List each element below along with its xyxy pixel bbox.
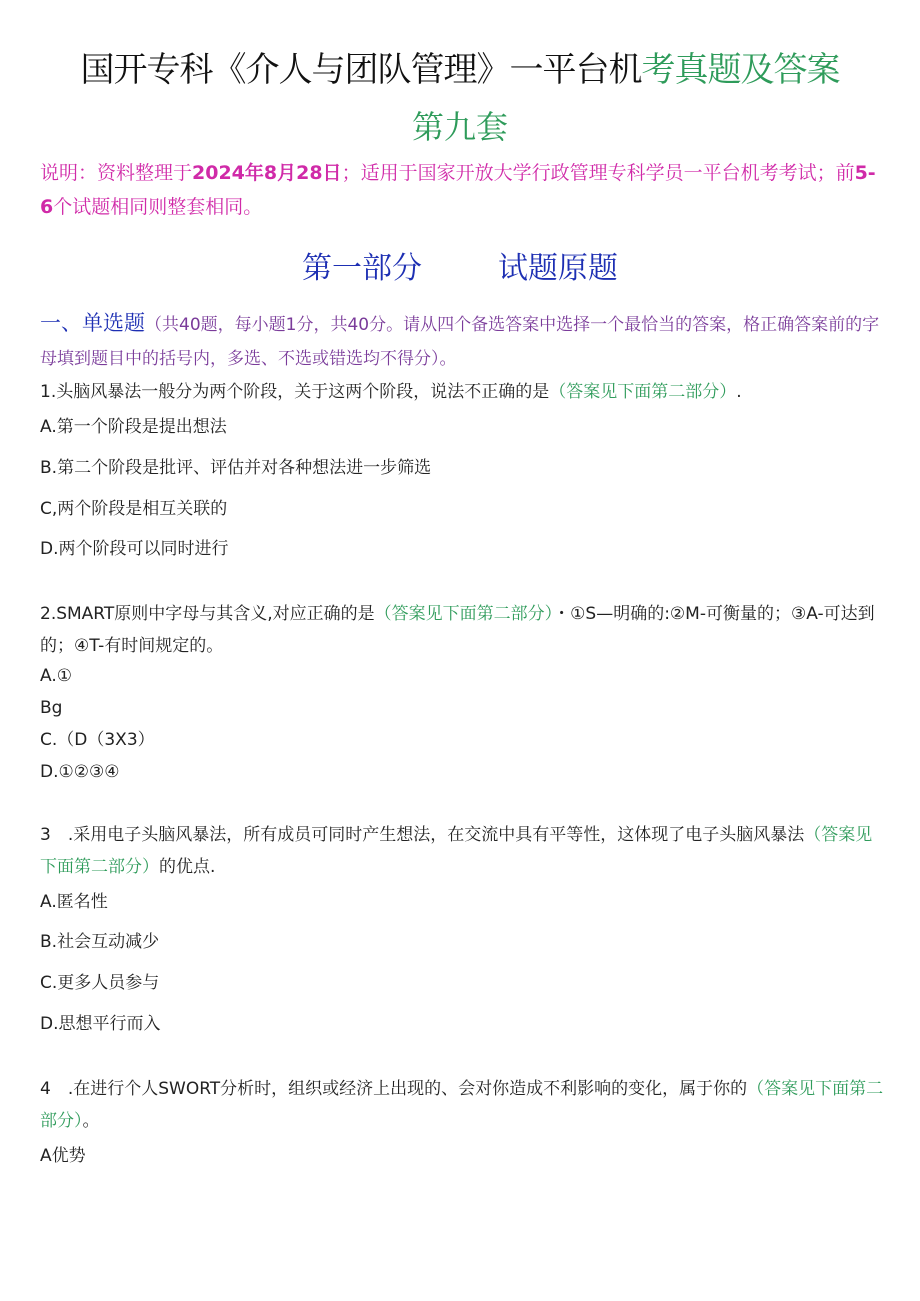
question-1-option-d: D.两个阶段可以同时进行 <box>40 539 229 559</box>
question-4-option-a: A优势 <box>40 1146 86 1166</box>
question-stem-1: 1.头脑风暴法一般分为两个阶段，关于这两个阶段，说法不正确的是（答案见下面第二部分）. <box>40 382 742 402</box>
note-middle: ；适用于国家开放大学行政管理专科学员一平台机考考试；前 <box>341 162 855 184</box>
question-2-option-b: Bg <box>40 698 63 718</box>
note-prefix: 说明：资料整理于 <box>40 162 193 184</box>
question-1-option-b: B.第二个阶段是批评、评估并对各种想法进一步筛选 <box>40 458 432 478</box>
section-lead: 一、单选题 <box>40 311 145 335</box>
section-description: （共40题，每小题1分，共40分。请从四个备选答案中选择一个最恰当的答案，格正确答案前的字母填到题目中的括号内，多选、不选或错选均不得分）。 <box>40 315 880 369</box>
answer-hint: （答案见下面第二部分） <box>40 1079 884 1131</box>
document-subtitle: 第九套 <box>411 108 508 146</box>
question-stem-4: 4 .在进行个人SWORT分析时，组织或经济上出现的、会对你造成不利影响的变化，属于你的（答案见下面第二部分）。 <box>40 1079 884 1131</box>
question-1-option-c: C,两个阶段是相互关联的 <box>40 499 228 519</box>
title-main-text: 国开专科《介人与团队管理》一平台机 <box>80 50 642 90</box>
document-title <box>0 46 920 94</box>
question-2-option-a: A.① <box>40 666 72 686</box>
question-stem-3: 3 .采用电子头脑风暴法，所有成员可同时产生想法，在交流中具有平等性，这体现了电子头脑风暴法（答案见下面第二部分）的优点. <box>40 825 873 877</box>
part-title: 试题原题 <box>498 251 618 286</box>
question-stem-2: 2.SMART原则中字母与其含义,对应正确的是（答案见下面第二部分）・①S—明确的:②M-可衡量的；③A-可达到的；④T-有时间规定的。 <box>40 604 875 656</box>
note-date: 2024年8月28日 <box>192 162 342 184</box>
part-label: 第一部分 <box>302 251 422 286</box>
section-heading <box>40 306 885 376</box>
question-3-option-c: C.更多人员参与 <box>40 973 160 993</box>
answer-hint: （答案见下面第二部分） <box>374 604 554 624</box>
note-count: 5-6 <box>40 162 876 218</box>
question-3-option-b: B.社会互动减少 <box>40 932 160 952</box>
answer-hint: （答案见下面第二部分） <box>40 825 873 877</box>
title-highlight-text: 考真题及答案 <box>641 50 840 90</box>
answer-hint: （答案见下面第二部分） <box>549 382 737 402</box>
question-3-option-a: A.匿名性 <box>40 892 108 912</box>
note-suffix: 个试题相同则整套相同。 <box>53 196 263 218</box>
description-note <box>40 156 885 224</box>
part-heading <box>0 246 920 292</box>
question-2-option-d: D.①②③④ <box>40 762 120 782</box>
question-1-option-a: A.第一个阶段是提出想法 <box>40 417 227 437</box>
question-2-option-c: C.（D（3X3） <box>40 730 155 750</box>
question-3-option-d: D.思想平行而入 <box>40 1014 161 1034</box>
